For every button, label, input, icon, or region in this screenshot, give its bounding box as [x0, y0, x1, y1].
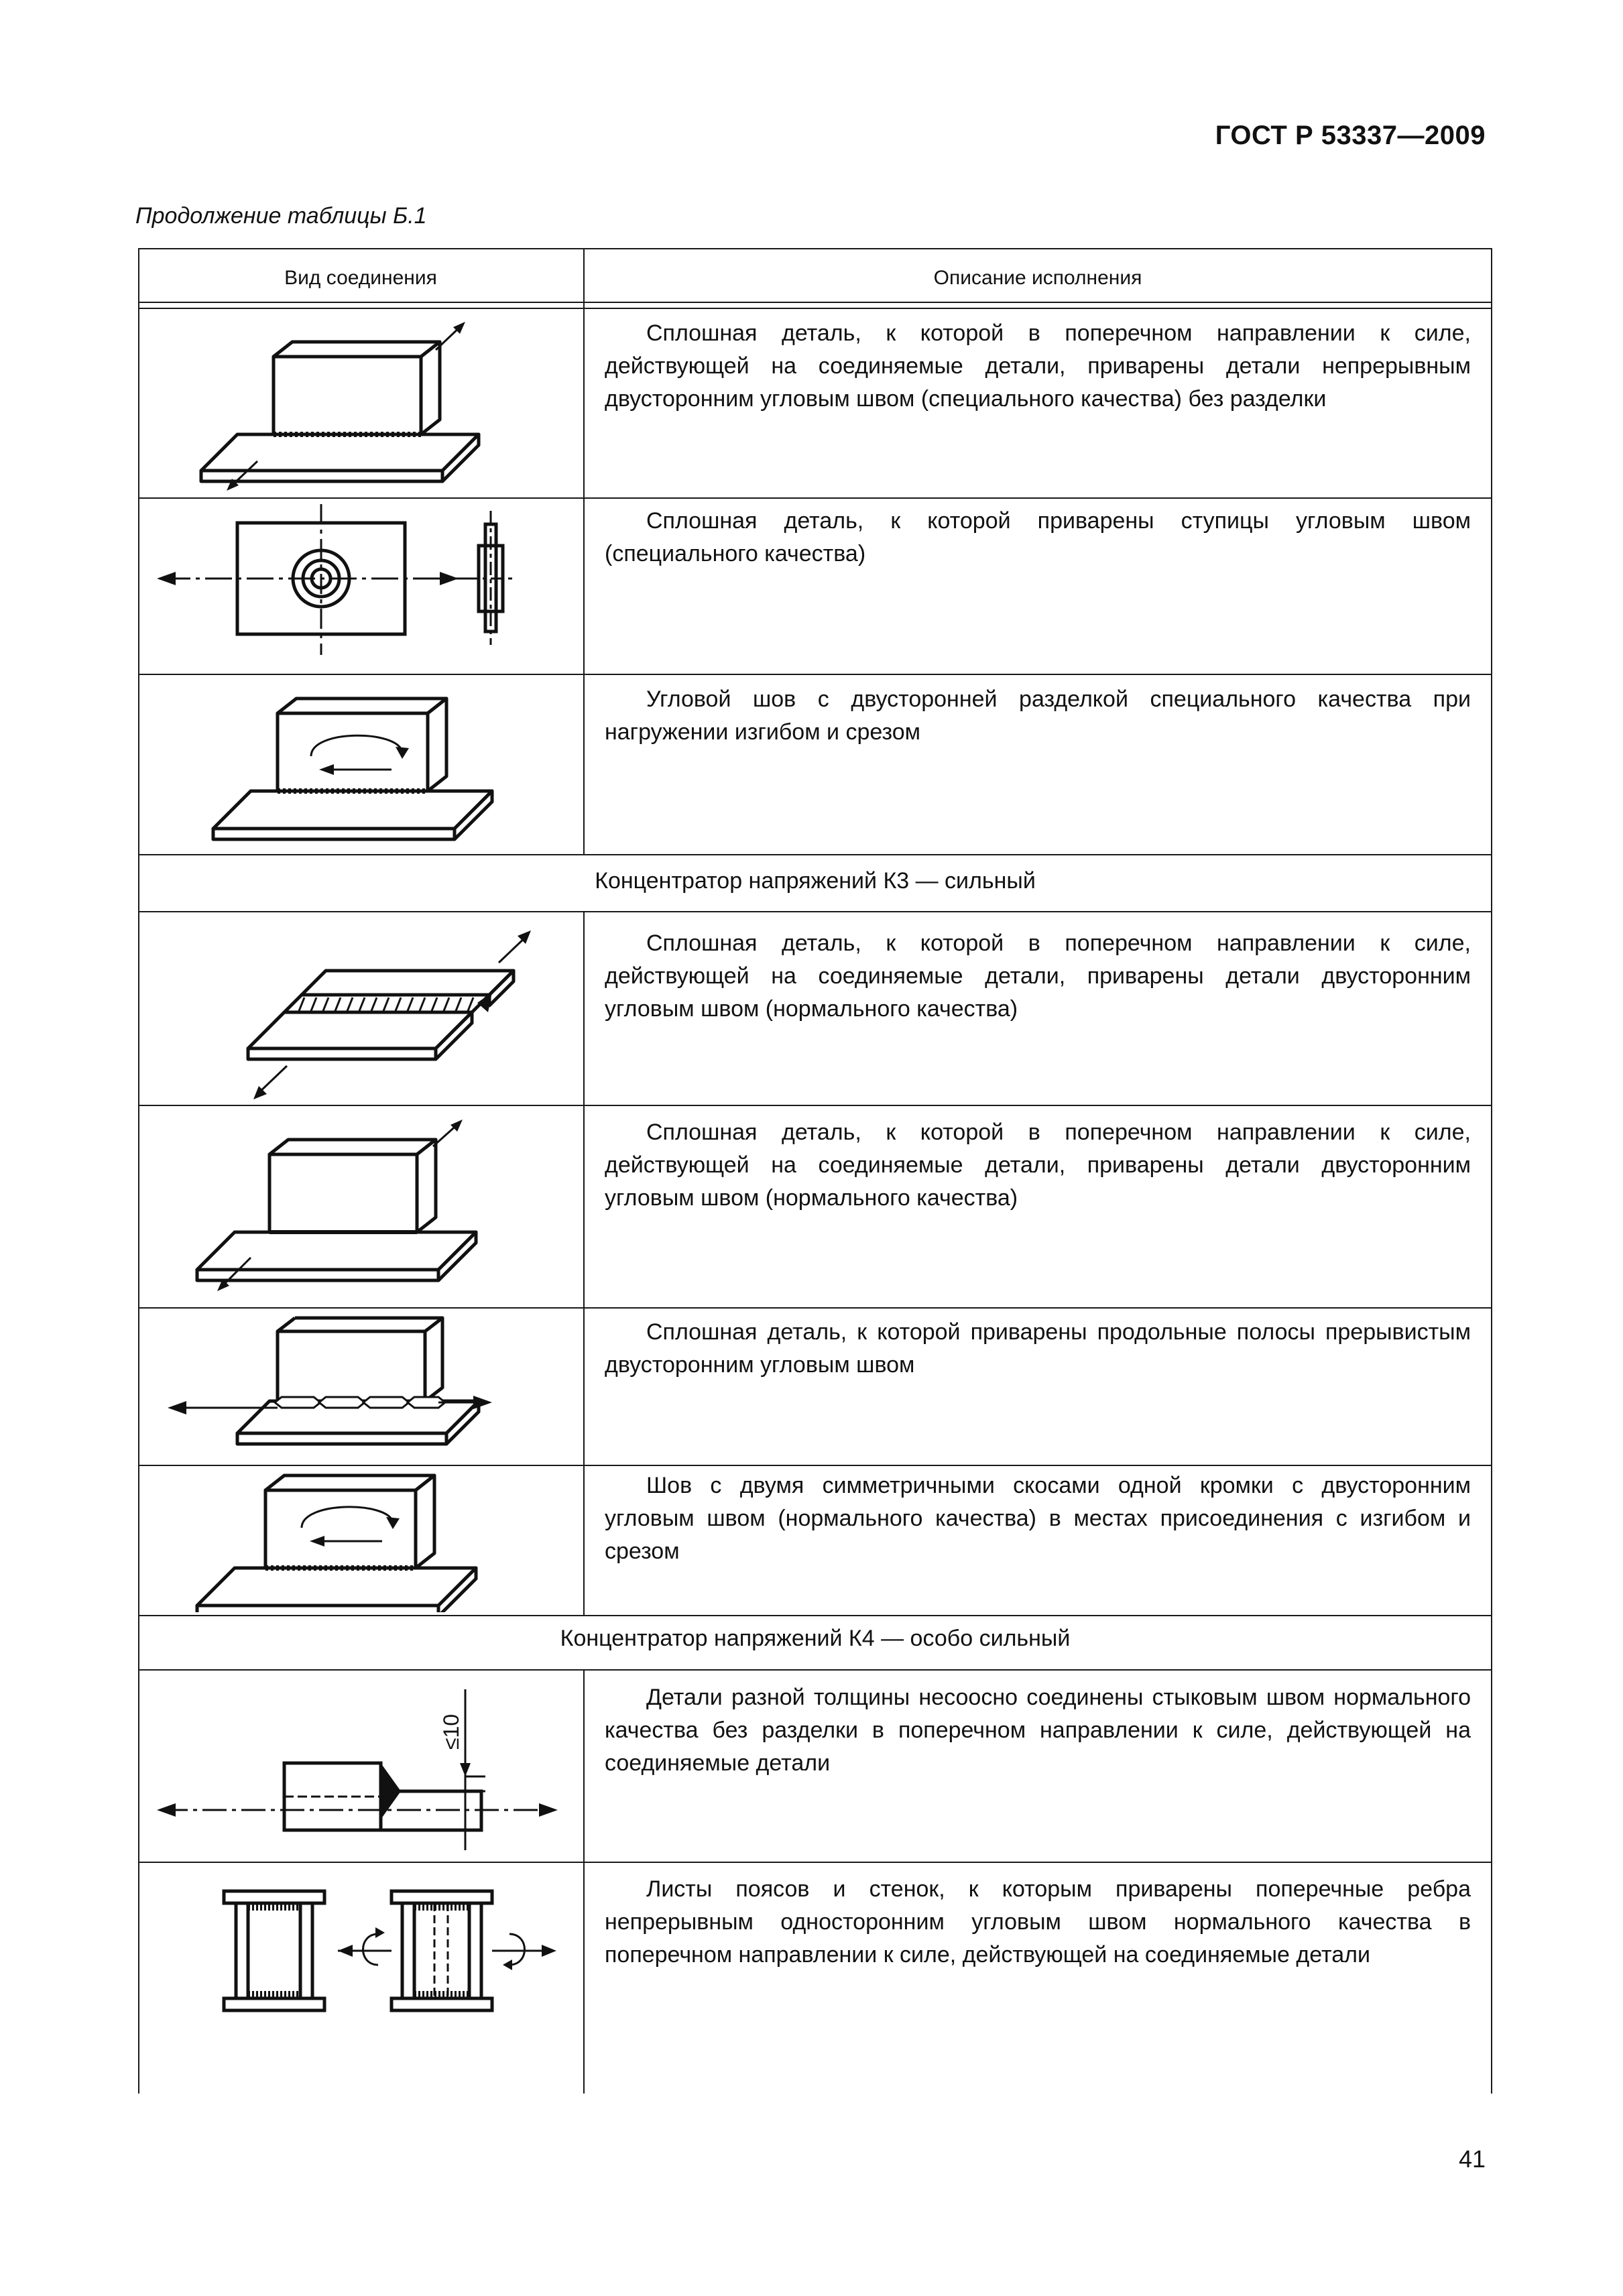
description-text: Листы поясов и стенок, к которым приварены поперечные ребра непрерывным односторонним угловым швом нормального качества в поперечном направлении к силе, действующей на соединяемые детали [605, 1876, 1471, 1968]
intermittent-weld-strips-icon [143, 1314, 573, 1461]
dimension-label: ≤10 [439, 1713, 463, 1750]
tee-joint-normal-quality-icon [143, 1114, 573, 1302]
misaligned-butt-weld-icon [143, 1676, 573, 1857]
flange-web-stiffener-icon [143, 1874, 573, 2048]
standard-number: ГОСТ Р 53337—2009 [1215, 121, 1486, 150]
table-b1 [138, 248, 1492, 2094]
column-header-description: Описание исполнения [933, 267, 1142, 289]
page-number: 41 [1458, 2145, 1486, 2173]
transverse-plate-weld-icon [143, 918, 573, 1103]
description-text: Сплошная деталь, к которой в поперечном направлении к силе, действующей на соединяемые детали, приварены детали двусторонним угловым швом (нормального качества) [605, 1120, 1471, 1211]
description-text: Детали разной толщины несоосно соединены стыковым швом нормального качества без разделки в поперечном направлении к силе, действующей на соединяемые детали [605, 1685, 1471, 1776]
description-text: Сплошная деталь, к которой в поперечном направлении к силе, действующей на соединяемые детали, приварены детали непрерывным двусторонним угловым швом (специального качества) без разделки [605, 320, 1471, 412]
section-heading-k3: Концентратор напряжений К3 — сильный [595, 868, 1036, 894]
description-text: Сплошная деталь, к которой приварены ступицы угловым швом (специального качества) [605, 508, 1471, 566]
hub-weld-plan-and-section-icon [143, 504, 573, 668]
tee-joint-with-transverse-arrows-icon [143, 315, 573, 493]
description-text: Угловой шов с двусторонней разделкой специального качества при нагружении изгибом и срезом [605, 686, 1471, 745]
table-caption: Продолжение таблицы Б.1 [135, 203, 427, 229]
description-text: Сплошная деталь, к которой в поперечном направлении к силе, действующей на соединяемые детали, приварены детали двусторонним угловым швом (нормального качества) [605, 930, 1471, 1022]
double-bevel-tee-bending-icon [143, 1471, 573, 1612]
description-text: Сплошная деталь, к которой приварены продольные полосы прерывистым двусторонним угловым швом [605, 1319, 1471, 1378]
section-heading-k4: Концентратор напряжений К4 — особо сильный [560, 1626, 1071, 1651]
tee-joint-bending-shear-icon [143, 682, 573, 850]
description-text: Шов с двумя симметричными скосами одной кромки с двусторонним угловым швом (нормального качества) в местах присоединения с изгибом и срезом [605, 1473, 1471, 1564]
column-header-joint-type: Вид соединения [284, 267, 437, 289]
